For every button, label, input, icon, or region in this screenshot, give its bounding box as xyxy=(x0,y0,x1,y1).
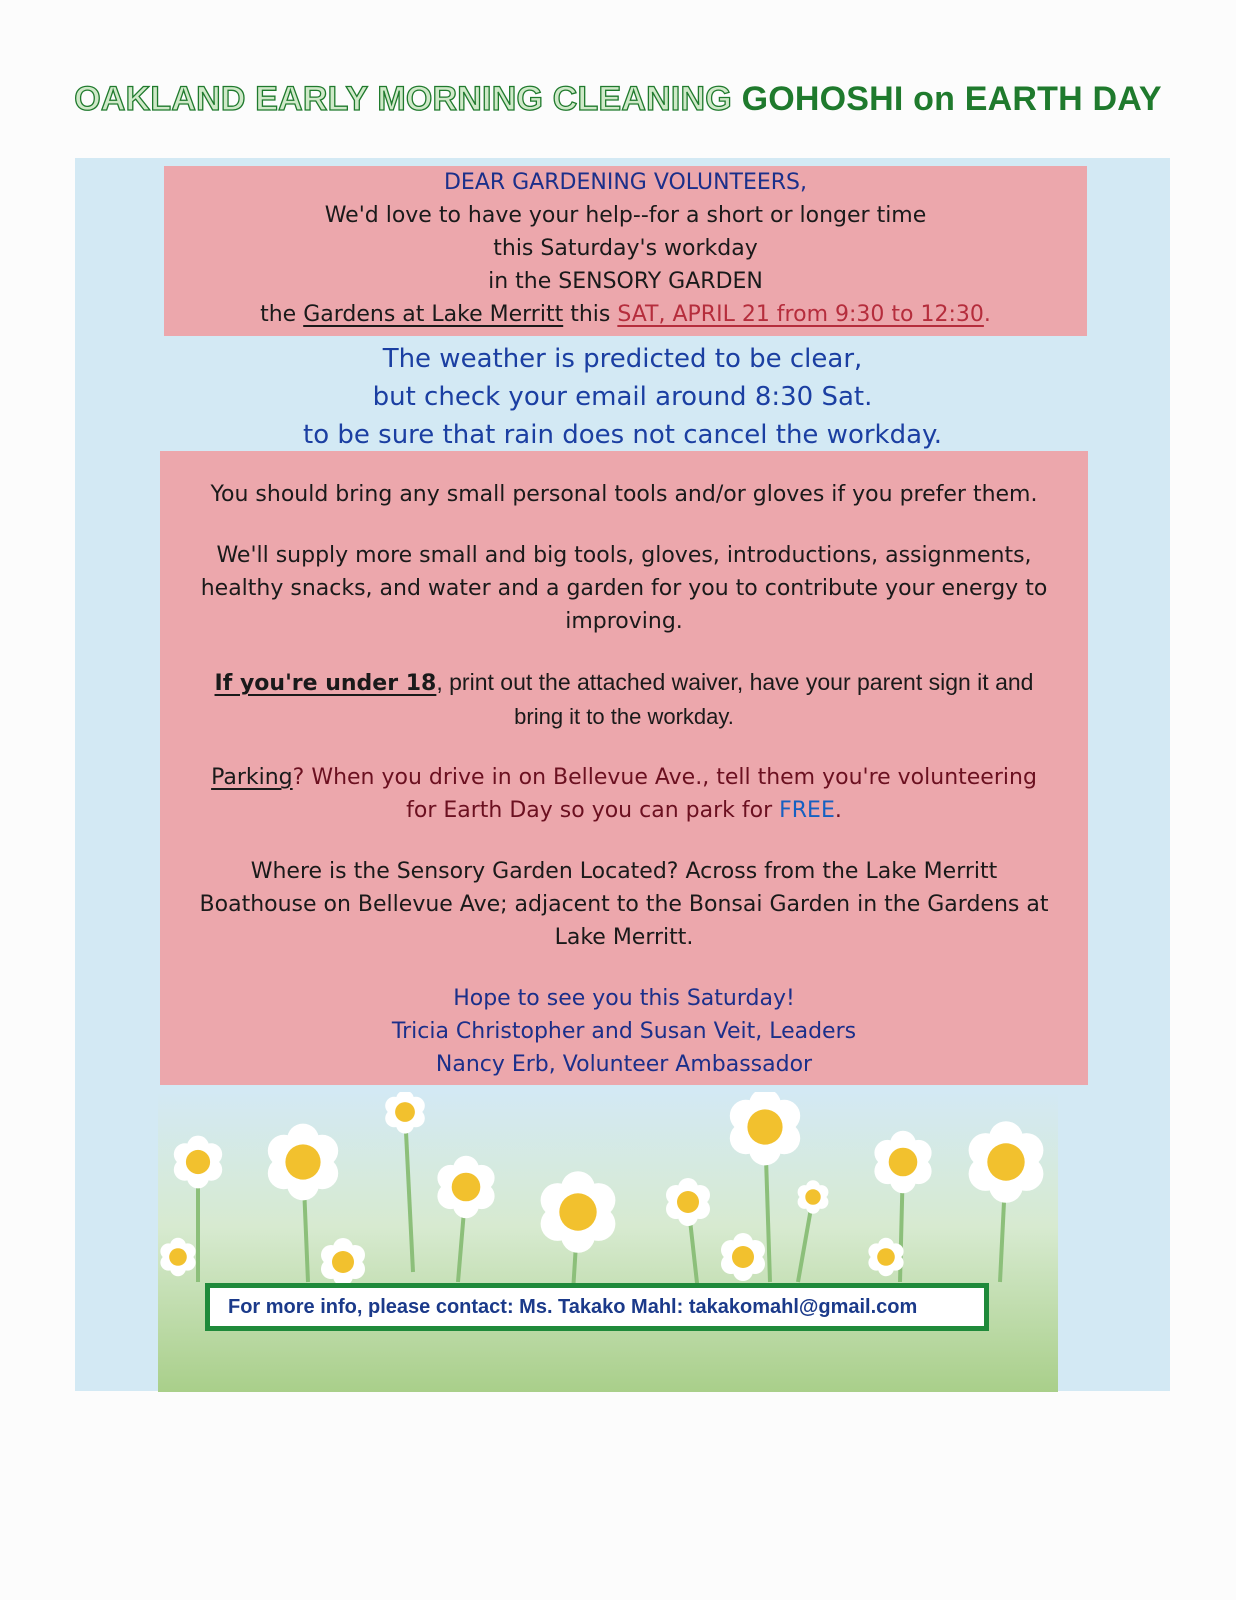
location-line-3: Lake Merritt. xyxy=(554,925,694,950)
weather-notice xyxy=(75,340,1170,454)
signoff-line-3: Nancy Erb, Volunteer Ambassador xyxy=(435,1052,813,1077)
location-line-1: Where is the Sensory Garden Located? Across from the Lake Merritt xyxy=(250,859,998,884)
minor-text-1: , print out the attached waiver, have your parent sign it and xyxy=(436,669,1034,695)
parking-label: Parking xyxy=(211,765,293,790)
parking-end: . xyxy=(834,798,842,823)
supply-line-2: healthy snacks, and water and a garden for you to contribute your energy to xyxy=(200,576,1048,601)
parking-free: FREE xyxy=(779,798,835,823)
details-section xyxy=(160,478,1088,1081)
intro-line-2: this Saturday's workday xyxy=(493,236,758,261)
flyer-title xyxy=(40,80,1196,119)
minor-label: If you're under 18 xyxy=(214,671,437,696)
garden-place-name: Gardens at Lake Merritt xyxy=(303,302,564,327)
weather-line-3: to be sure that rain does not cancel the workday. xyxy=(303,420,942,450)
supply-line-1: We'll supply more small and big tools, gloves, introductions, assignments, xyxy=(216,543,1032,568)
parking-text-1: ? When you drive in on Bellevue Ave., tell them you're volunteering xyxy=(292,765,1037,790)
weather-line-2: but check your email around 8:30 Sat. xyxy=(372,382,873,412)
intro-section xyxy=(164,166,1087,331)
greeting: DEAR GARDENING VOLUNTEERS, xyxy=(443,170,808,195)
minor-line-2: bring it to the workday. xyxy=(514,704,734,729)
minor-line-1 xyxy=(160,666,1088,700)
intro-line-3: in the SENSORY GARDEN xyxy=(488,269,763,294)
daisy-meadow-illustration xyxy=(158,1092,1058,1392)
contact-text: For more info, please contact: Ms. Takako Mahl: takakomahl@gmail.com xyxy=(228,1295,918,1318)
event-date: SAT, APRIL 21 from 9:30 to 12:30 xyxy=(617,302,984,327)
intro-line-4-end: . xyxy=(983,302,991,327)
signoff-line-2: Tricia Christopher and Susan Veit, Leaders xyxy=(391,1019,857,1044)
parking-text-2: for Earth Day so you can park for xyxy=(406,798,780,823)
supply-line-3: improving. xyxy=(565,609,683,634)
intro-line-1: We'd love to have your help--for a short or longer time xyxy=(324,203,927,228)
title-solid-text: GOHOSHI on EARTH DAY xyxy=(741,80,1162,118)
signoff-line-1: Hope to see you this Saturday! xyxy=(453,986,795,1011)
location-line-2: Boathouse on Bellevue Ave; adjacent to the Bonsai Garden in the Gardens at xyxy=(199,892,1049,917)
contact-info-box xyxy=(205,1283,989,1331)
title-outline-text: OAKLAND EARLY MORNING CLEANING xyxy=(74,80,732,118)
weather-line-1: The weather is predicted to be clear, xyxy=(382,344,863,374)
intro-line-4-mid: this xyxy=(563,302,618,327)
parking-line-1 xyxy=(160,761,1088,794)
parking-line-2 xyxy=(160,794,1088,827)
intro-line-4-prefix: the xyxy=(260,302,304,327)
intro-line-4 xyxy=(164,298,1087,331)
bring-note: You should bring any small personal tools and/or gloves if you prefer them. xyxy=(210,482,1038,507)
